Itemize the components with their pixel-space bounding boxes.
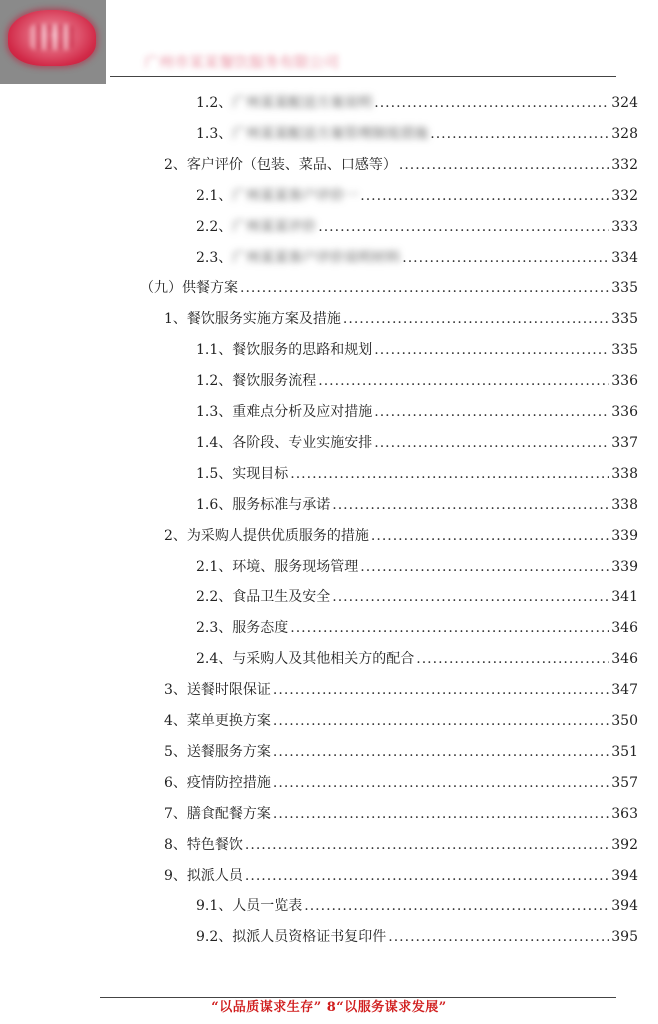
toc-entry[interactable] xyxy=(164,772,638,794)
toc-entry[interactable] xyxy=(196,339,638,361)
toc-entry-label: 2.2、 xyxy=(196,218,233,235)
toc-entry[interactable] xyxy=(196,895,638,917)
toc-entry[interactable] xyxy=(140,277,638,299)
toc-entry-label: 1.3、重难点分析及应对措施 xyxy=(196,404,373,420)
toc-dot-leader xyxy=(430,123,609,145)
toc-entry-label: 2.3、 xyxy=(196,249,233,266)
toc-entry-label: （九）供餐方案 xyxy=(140,280,238,297)
toc-page-number: 332 xyxy=(611,187,638,204)
toc-dot-leader xyxy=(399,154,609,176)
toc-page-number: 332 xyxy=(611,156,638,173)
toc-page-number: 351 xyxy=(611,743,638,760)
toc-entry-label: 2.1、环境、服务现场管理 xyxy=(196,558,359,575)
toc-entry[interactable] xyxy=(196,247,638,269)
toc-page-number: 346 xyxy=(611,620,638,637)
toc-dot-leader xyxy=(388,926,609,948)
toc-dot-leader xyxy=(371,525,609,547)
toc-page-number: 336 xyxy=(611,373,638,390)
toc-page-number: 336 xyxy=(611,404,638,420)
toc-entry[interactable] xyxy=(196,92,638,114)
toc-dot-leader xyxy=(374,401,609,423)
toc-page-number: 357 xyxy=(611,774,638,791)
toc-page-number: 324 xyxy=(611,95,638,111)
toc-page-number: 338 xyxy=(611,496,638,513)
toc-entry-label: 7、膳食配餐方案 xyxy=(164,805,271,822)
toc-page-number: 328 xyxy=(611,125,638,142)
toc-entry[interactable] xyxy=(196,216,638,238)
toc-entry-redacted-title: 广州某某客户评价一 xyxy=(232,185,358,207)
toc-page-number: 394 xyxy=(611,867,638,884)
toc-dot-leader xyxy=(318,370,609,392)
toc-entry-label: 1.5、实现目标 xyxy=(196,465,289,482)
toc-entry-redacted-title: 广州某某配送方案说明 xyxy=(232,92,372,114)
toc-page-number: 335 xyxy=(611,342,638,359)
toc-entry-label: 2.3、服务态度 xyxy=(196,620,289,637)
seal-icon xyxy=(8,10,96,66)
toc-page-number: 338 xyxy=(611,465,638,482)
toc-entry[interactable] xyxy=(164,741,638,763)
toc-entry[interactable] xyxy=(196,401,638,423)
footer-slogan: “以品质谋求生存” 8“以服务谋求发展” xyxy=(211,1000,447,1015)
toc-dot-leader xyxy=(416,648,609,670)
toc-page-number: 339 xyxy=(611,558,638,575)
toc-page-number: 335 xyxy=(611,311,638,328)
toc-entry-label: 2.4、与采购人及其他相关方的配合 xyxy=(196,651,415,668)
toc-dot-leader xyxy=(332,494,609,516)
toc-entry[interactable] xyxy=(164,865,638,887)
toc-entry-label: 1.6、服务标准与承诺 xyxy=(196,496,331,513)
footer-divider xyxy=(100,997,616,998)
header-divider xyxy=(110,76,616,77)
toc-entry[interactable] xyxy=(164,803,638,825)
toc-entry[interactable] xyxy=(196,648,638,670)
toc-entry-label: 3、送餐时限保证 xyxy=(164,682,271,699)
toc-entry-redacted-title: 广州某某配送方案管理制度措施 xyxy=(232,123,428,145)
toc-dot-leader xyxy=(374,92,609,114)
toc-entry-label: 5、送餐服务方案 xyxy=(164,743,271,760)
toc-dot-leader xyxy=(360,185,609,207)
toc-entry[interactable] xyxy=(196,432,638,454)
toc-page-number: 363 xyxy=(611,805,638,822)
toc-entry[interactable] xyxy=(196,463,638,485)
toc-entry[interactable] xyxy=(196,370,638,392)
toc-entry[interactable] xyxy=(164,525,638,547)
toc-dot-leader xyxy=(273,803,609,825)
toc-entry-label: 1.2、 xyxy=(196,95,233,111)
toc-entry-label: 1、餐饮服务实施方案及措施 xyxy=(164,311,341,328)
toc-entry-label: 8、特色餐饮 xyxy=(164,836,243,853)
toc-dot-leader xyxy=(290,463,609,485)
toc-entry-label: 1.4、各阶段、专业实施安排 xyxy=(196,434,373,451)
toc-entry[interactable] xyxy=(164,308,638,330)
toc-entry-label: 9、拟派人员 xyxy=(164,867,243,884)
toc-dot-leader xyxy=(360,556,609,578)
toc-page-number: 334 xyxy=(611,249,638,266)
toc-entry[interactable] xyxy=(196,617,638,639)
toc-page-number: 346 xyxy=(611,651,638,668)
toc-dot-leader xyxy=(304,895,609,917)
toc-dot-leader xyxy=(273,710,609,732)
toc-entry-redacted-title: 广州某某客户评价说明材料 xyxy=(232,247,400,269)
toc-page-number: 335 xyxy=(611,280,638,297)
toc-entry-label: 6、疫情防控措施 xyxy=(164,774,271,791)
toc-entry-label: 1.3、 xyxy=(196,125,233,142)
toc-entry-redacted-title: 广州某某评价 xyxy=(232,216,316,238)
toc-dot-leader xyxy=(273,741,609,763)
toc-entry-label: 1.2、餐饮服务流程 xyxy=(196,373,317,390)
toc-entry-label: 2.2、食品卫生及安全 xyxy=(196,589,331,606)
toc-entry[interactable] xyxy=(196,926,638,948)
toc-entry[interactable] xyxy=(164,679,638,701)
toc-entry[interactable] xyxy=(196,586,638,608)
toc-entry[interactable] xyxy=(164,710,638,732)
toc-dot-leader xyxy=(332,586,609,608)
company-logo xyxy=(0,0,106,84)
toc-dot-leader xyxy=(273,679,609,701)
toc-entry-label: 9.2、拟派人员资格证书复印件 xyxy=(196,929,387,946)
toc-page-number: 395 xyxy=(611,929,638,946)
toc-page-number: 350 xyxy=(611,713,638,729)
toc-entry[interactable] xyxy=(196,185,638,207)
toc-entry[interactable] xyxy=(196,494,638,516)
toc-entry[interactable] xyxy=(196,556,638,578)
toc-entry-label: 2.1、 xyxy=(196,187,233,204)
toc-entry-label: 1.1、餐饮服务的思路和规划 xyxy=(196,342,373,359)
toc-page-number: 339 xyxy=(611,527,638,544)
header-company-name: 广州市某某餐饮服务有限公司 xyxy=(144,53,340,71)
toc-dot-leader xyxy=(343,308,609,330)
toc-dot-leader xyxy=(290,617,609,639)
toc-page-number: 333 xyxy=(611,218,638,235)
toc-dot-leader xyxy=(245,865,609,887)
toc-dot-leader xyxy=(240,277,609,299)
toc-entry-label: 2、客户评价（包装、菜品、口感等） xyxy=(164,156,397,173)
toc-dot-leader xyxy=(374,432,609,454)
toc-page-number: 392 xyxy=(611,836,638,853)
toc-page-number: 347 xyxy=(611,682,638,699)
toc-entry[interactable] xyxy=(196,123,638,145)
toc-dot-leader xyxy=(374,339,609,361)
toc-dot-leader xyxy=(245,834,609,856)
toc-page-number: 341 xyxy=(611,589,638,606)
toc-page-number: 394 xyxy=(611,898,638,915)
toc-dot-leader xyxy=(273,772,609,794)
toc-entry[interactable] xyxy=(164,834,638,856)
toc-dot-leader xyxy=(402,247,609,269)
toc-page-number: 337 xyxy=(611,434,638,451)
toc-dot-leader xyxy=(318,216,609,238)
toc-entry-label: 9.1、人员一览表 xyxy=(196,898,303,915)
toc-entry-label: 2、为采购人提供优质服务的措施 xyxy=(164,527,369,544)
toc-entry[interactable] xyxy=(164,154,638,176)
toc-entry-label: 4、菜单更换方案 xyxy=(164,713,271,729)
